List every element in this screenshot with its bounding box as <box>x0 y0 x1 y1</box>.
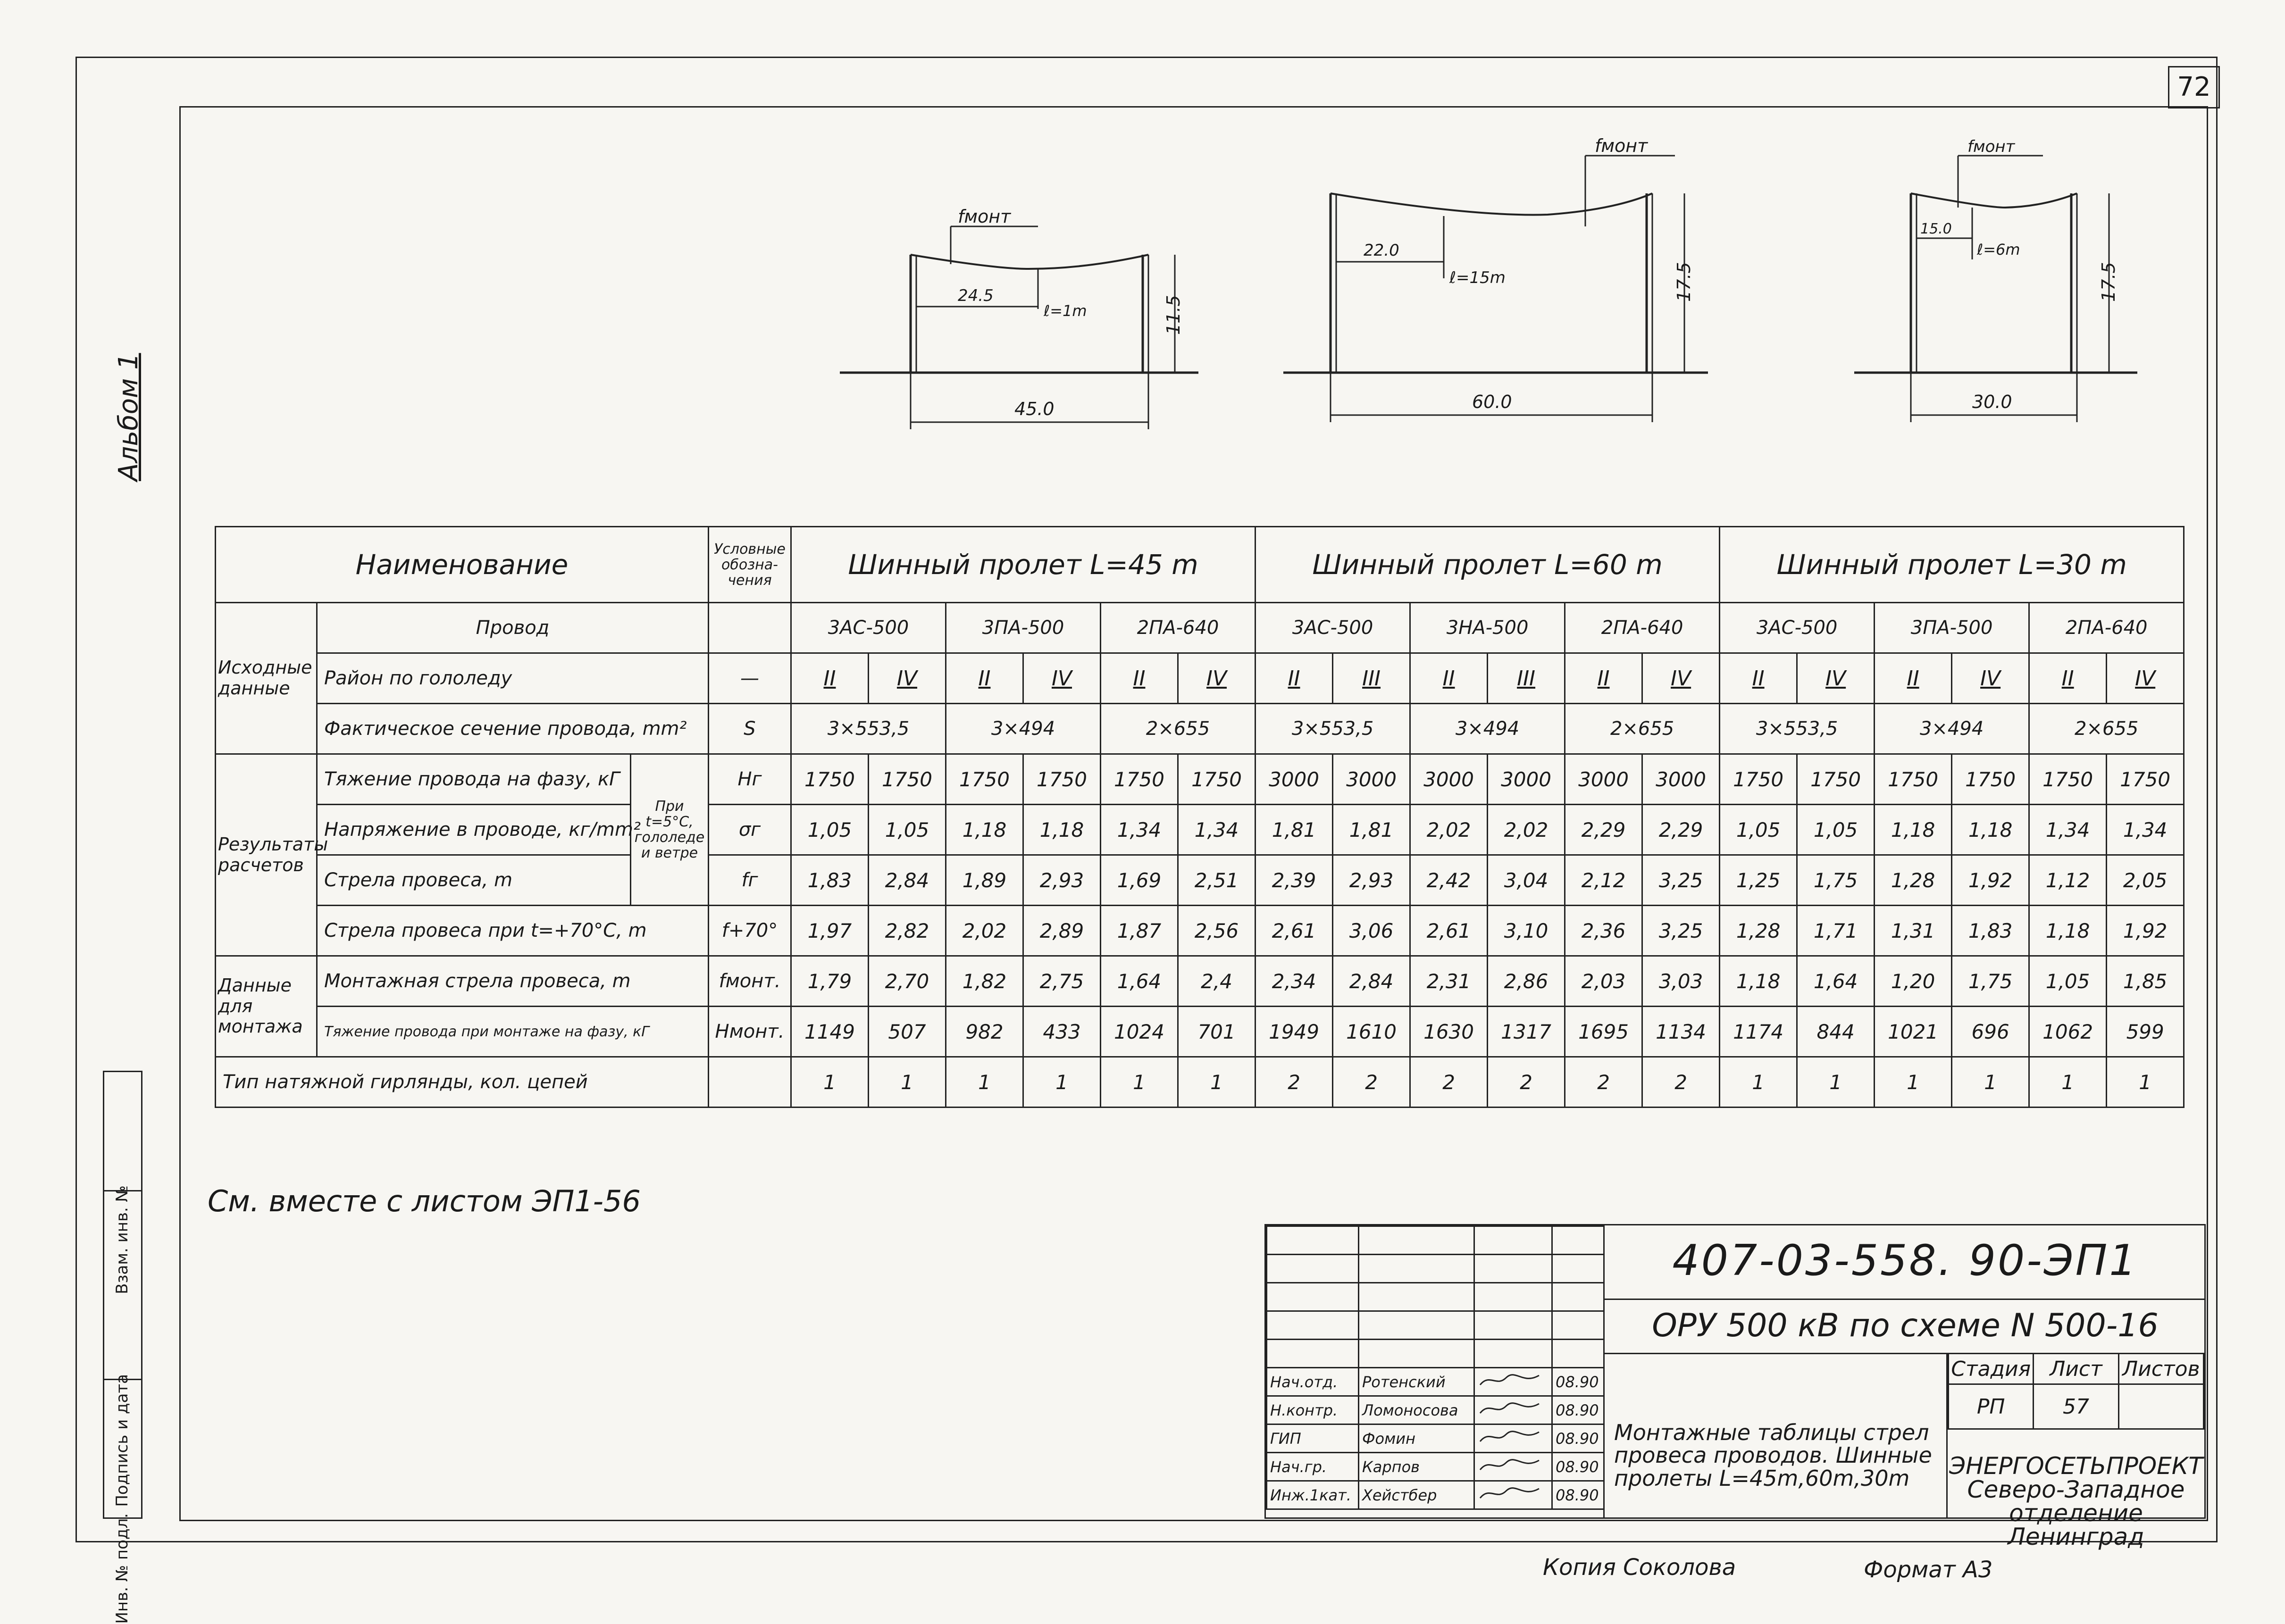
value-cell: 1,34 <box>1101 805 1178 855</box>
span-label-60: 60.0 <box>1472 391 1512 412</box>
l-label-30: ℓ=6m <box>1977 241 2020 258</box>
signer-role: Инж.1кат. <box>1267 1481 1359 1509</box>
row-label-sag-70: Стрела провеса при t=+70°С, m <box>317 906 709 956</box>
row-label-stress: Напряжение в проводе, кг/mm² <box>317 805 631 855</box>
value-cell: 2,12 <box>1565 855 1642 906</box>
signature-cell <box>1474 1396 1552 1424</box>
section-cell: 2×655 <box>1565 704 1720 754</box>
value-cell: 1949 <box>1255 1007 1333 1057</box>
offset-label-60: 22.0 <box>1364 241 1399 260</box>
value-cell: 1,18 <box>1023 805 1101 855</box>
f-install-label-30: fмонт <box>1967 137 2015 156</box>
value-cell: 1,92 <box>1952 855 2029 906</box>
stamp-label-signature: Подпись и дата <box>113 1374 132 1507</box>
span-scheme-45 <box>840 198 1208 439</box>
value-cell: 1,20 <box>1875 956 1952 1007</box>
l-label-45: ℓ=1m <box>1044 302 1087 320</box>
value-cell: 1750 <box>869 754 946 805</box>
value-cell: 1750 <box>1178 754 1255 805</box>
wire-type-cell: 3НА-500 <box>1410 603 1565 653</box>
value-cell: 2 <box>1488 1057 1565 1108</box>
value-cell: 1,05 <box>2029 956 2107 1007</box>
value-cell: 1750 <box>1797 754 1875 805</box>
title-block <box>1264 1224 2206 1550</box>
value-cell: 1 <box>1797 1057 1875 1108</box>
ice-region-cell: IV <box>1797 653 1875 704</box>
ice-region-cell: IV <box>1178 653 1255 704</box>
section-cell: 3×553,5 <box>1255 704 1410 754</box>
value-cell: 2,93 <box>1333 855 1410 906</box>
value-cell: 1317 <box>1488 1007 1565 1057</box>
value-cell: 1,89 <box>946 855 1023 906</box>
wire-type-cell: 3АС-500 <box>1720 603 1875 653</box>
value-cell: 1 <box>1875 1057 1952 1108</box>
ice-region-cell: II <box>1410 653 1488 704</box>
section-cell: 2×655 <box>1101 704 1255 754</box>
section-label: Фактическое сечение провода, mm² <box>317 704 709 754</box>
value-cell: 2,05 <box>2107 855 2184 906</box>
span-label-45: 45.0 <box>1014 399 1055 419</box>
signer-date: 08.90 <box>1552 1368 1604 1396</box>
value-cell: 1,34 <box>2107 805 2184 855</box>
value-cell: 2 <box>1642 1057 1720 1108</box>
row-symbol-insulator <box>709 1057 791 1108</box>
value-cell: 2,75 <box>1023 956 1101 1007</box>
sheets-value <box>2118 1384 2203 1429</box>
value-cell: 1,18 <box>1720 956 1797 1007</box>
value-cell: 2,39 <box>1255 855 1333 906</box>
stamp-label-original-inv: Инв. № подл. <box>113 1513 132 1624</box>
signature-cell <box>1474 1481 1552 1509</box>
value-cell: 1,31 <box>1875 906 1952 956</box>
value-cell: 507 <box>869 1007 946 1057</box>
signer-role: Нач.гр. <box>1267 1453 1359 1481</box>
value-cell: 1630 <box>1410 1007 1488 1057</box>
value-cell: 1,69 <box>1101 855 1178 906</box>
value-cell: 1,05 <box>869 805 946 855</box>
value-cell: 1750 <box>1875 754 1952 805</box>
format-label: Формат А3 <box>1864 1557 1993 1583</box>
f-install-label-60: fмонт <box>1595 135 1648 156</box>
wire-type-cell: 3ПА-500 <box>1875 603 2029 653</box>
ice-region-cell: III <box>1333 653 1410 704</box>
sheet-number: 72 <box>2168 66 2220 108</box>
value-cell: 1750 <box>791 754 869 805</box>
value-cell: 1,82 <box>946 956 1023 1007</box>
signer-name: Хейстбер <box>1359 1481 1474 1509</box>
group-install: Данные для монтажа <box>216 956 317 1057</box>
signer-name: Фомин <box>1359 1424 1474 1453</box>
value-cell: 1 <box>1178 1057 1255 1108</box>
value-cell: 1 <box>946 1057 1023 1108</box>
offset-label-45: 24.5 <box>958 286 994 305</box>
value-cell: 3000 <box>1642 754 1720 805</box>
ice-region-cell: II <box>1255 653 1333 704</box>
value-cell: 1,12 <box>2029 855 2107 906</box>
value-cell: 2 <box>1333 1057 1410 1108</box>
value-cell: 2,70 <box>869 956 946 1007</box>
value-cell: 1021 <box>1875 1007 1952 1057</box>
value-cell: 3000 <box>1410 754 1488 805</box>
row-symbol-install-sag: fмонт. <box>709 956 791 1007</box>
section-cell: 3×553,5 <box>791 704 946 754</box>
signer-name: Ломоносова <box>1359 1396 1474 1424</box>
value-cell: 1,81 <box>1333 805 1410 855</box>
group-initial-data: Исходные данные <box>216 603 317 754</box>
ice-region-cell: II <box>1875 653 1952 704</box>
condition-label: При t=5°С, гололеде и ветре <box>631 754 709 906</box>
sheet-value: 57 <box>2034 1384 2118 1429</box>
span-scheme-60 <box>1283 137 1722 439</box>
value-cell: 1,79 <box>791 956 869 1007</box>
value-cell: 2,02 <box>946 906 1023 956</box>
ice-region-cell: II <box>791 653 869 704</box>
wire-type-cell: 3ПА-500 <box>946 603 1101 653</box>
value-cell: 1695 <box>1565 1007 1642 1057</box>
value-cell: 1,75 <box>1797 855 1875 906</box>
value-cell: 844 <box>1797 1007 1875 1057</box>
value-cell: 2,56 <box>1178 906 1255 956</box>
value-cell: 2,4 <box>1178 956 1255 1007</box>
value-cell: 1 <box>1101 1057 1178 1108</box>
value-cell: 1 <box>1952 1057 2029 1108</box>
span-label-30: 30.0 <box>1972 391 2012 412</box>
ice-region-cell: IV <box>2107 653 2184 704</box>
ice-region-cell: IV <box>1952 653 2029 704</box>
row-symbol-stress: σг <box>709 805 791 855</box>
wire-label: Провод <box>317 603 709 653</box>
signature-cell <box>1474 1453 1552 1481</box>
ice-region-cell: II <box>1565 653 1642 704</box>
ice-region-cell: II <box>1101 653 1178 704</box>
signature-cell <box>1474 1424 1552 1453</box>
height-label-60: 17.5 <box>1674 262 1694 302</box>
value-cell: 1750 <box>1023 754 1101 805</box>
value-cell: 1,64 <box>1797 956 1875 1007</box>
offset-label-30: 15.0 <box>1920 221 1952 237</box>
stage-head: Стадия <box>1949 1354 2034 1384</box>
value-cell: 1024 <box>1101 1007 1178 1057</box>
wire-symbol <box>709 603 791 653</box>
value-cell: 1,05 <box>791 805 869 855</box>
row-symbol-tension: Hг <box>709 754 791 805</box>
value-cell: 1,92 <box>2107 906 2184 956</box>
stage-grid <box>1948 1353 2204 1430</box>
value-cell: 1,18 <box>946 805 1023 855</box>
value-cell: 1750 <box>1101 754 1178 805</box>
value-cell: 1750 <box>946 754 1023 805</box>
value-cell: 3,25 <box>1642 855 1720 906</box>
section-cell: 3×494 <box>946 704 1101 754</box>
signer-date: 08.90 <box>1552 1453 1604 1481</box>
value-cell: 2,84 <box>1333 956 1410 1007</box>
value-cell: 2,86 <box>1488 956 1565 1007</box>
row-symbol-sag-70: f+70° <box>709 906 791 956</box>
ice-region-cell: IV <box>1023 653 1101 704</box>
row-symbol-install-tension: Hмонт. <box>709 1007 791 1057</box>
wire-type-cell: 3АС-500 <box>1255 603 1410 653</box>
value-cell: 1,85 <box>2107 956 2184 1007</box>
group-results: Результаты расчетов <box>216 754 317 956</box>
value-cell: 1,71 <box>1797 906 1875 956</box>
wire-type-cell: 3АС-500 <box>791 603 946 653</box>
value-cell: 1062 <box>2029 1007 2107 1057</box>
signer-date: 08.90 <box>1552 1481 1604 1509</box>
header-name: Наименование <box>216 527 709 603</box>
wire-type-cell: 2ПА-640 <box>1565 603 1720 653</box>
stage-value: РП <box>1949 1384 2034 1429</box>
value-cell: 1174 <box>1720 1007 1797 1057</box>
value-cell: 3,25 <box>1642 906 1720 956</box>
value-cell: 599 <box>2107 1007 2184 1057</box>
value-cell: 982 <box>946 1007 1023 1057</box>
value-cell: 2,51 <box>1178 855 1255 906</box>
value-cell: 1 <box>791 1057 869 1108</box>
value-cell: 2,82 <box>869 906 946 956</box>
value-cell: 2,36 <box>1565 906 1642 956</box>
value-cell: 1,83 <box>791 855 869 906</box>
value-cell: 1750 <box>1952 754 2029 805</box>
value-cell: 2,42 <box>1410 855 1488 906</box>
organization-name: ЭНЕРГОСЕТЬПРОЕКТ Северо-Западное отделение Ленинград <box>1949 1452 2203 1550</box>
signer-date: 08.90 <box>1552 1396 1604 1424</box>
value-cell: 2,93 <box>1023 855 1101 906</box>
value-cell: 1,81 <box>1255 805 1333 855</box>
copy-label: Копия Соколова <box>1543 1554 1736 1581</box>
span-scheme-30 <box>1854 137 2156 439</box>
height-label-30: 17.5 <box>2098 262 2119 302</box>
value-cell: 1,18 <box>1952 805 2029 855</box>
value-cell: 1,05 <box>1797 805 1875 855</box>
ice-region-cell: II <box>1720 653 1797 704</box>
wire-type-cell: 2ПА-640 <box>1101 603 1255 653</box>
value-cell: 3000 <box>1565 754 1642 805</box>
ice-region-cell: II <box>2029 653 2107 704</box>
signer-role: Н.контр. <box>1267 1396 1359 1424</box>
span-header-30: Шинный пролет L=30 m <box>1720 527 2184 603</box>
section-symbol: S <box>709 704 791 754</box>
ice-region-cell: II <box>946 653 1023 704</box>
span-header-60: Шинный пролет L=60 m <box>1255 527 1720 603</box>
row-label-tension: Тяжение провода на фазу, кГ <box>317 754 631 805</box>
signature-cell <box>1474 1368 1552 1396</box>
height-label-45: 11.5 <box>1163 295 1184 335</box>
value-cell: 1,83 <box>1952 906 2029 956</box>
row-label-install-tension: Тяжение провода при монтаже на фазу, кГ <box>317 1007 709 1057</box>
stamp-strip <box>103 1071 142 1624</box>
document-object: ОРУ 500 кВ по схеме N 500-16 <box>1603 1299 2206 1354</box>
row-label-insulator: Тип натяжной гирлянды, кол. цепей <box>216 1057 709 1108</box>
value-cell: 1149 <box>791 1007 869 1057</box>
signature-grid <box>1266 1225 1605 1510</box>
signer-role: ГИП <box>1267 1424 1359 1453</box>
value-cell: 2,29 <box>1642 805 1720 855</box>
value-cell: 3,10 <box>1488 906 1565 956</box>
value-cell: 2,61 <box>1410 906 1488 956</box>
value-cell: 2 <box>1255 1057 1333 1108</box>
ice-region-symbol: — <box>709 653 791 704</box>
ice-region-cell: IV <box>1642 653 1720 704</box>
value-cell: 1750 <box>2107 754 2184 805</box>
note-see-also: См. вместе с листом ЭП1-56 <box>208 1184 641 1218</box>
section-cell: 3×553,5 <box>1720 704 1875 754</box>
section-cell: 2×655 <box>2029 704 2184 754</box>
l-label-60: ℓ=15m <box>1449 268 1506 287</box>
value-cell: 2,02 <box>1488 805 1565 855</box>
value-cell: 2,89 <box>1023 906 1101 956</box>
value-cell: 1 <box>2107 1057 2184 1108</box>
stamp-label-replaced-inv: Взам. инв. № <box>113 1185 132 1294</box>
ice-region-cell: IV <box>869 653 946 704</box>
value-cell: 3000 <box>1255 754 1333 805</box>
value-cell: 1,34 <box>2029 805 2107 855</box>
value-cell: 1,87 <box>1101 906 1178 956</box>
value-cell: 3,04 <box>1488 855 1565 906</box>
value-cell: 1,05 <box>1720 805 1797 855</box>
ice-region-cell: III <box>1488 653 1565 704</box>
value-cell: 2,29 <box>1565 805 1642 855</box>
row-label-sag: Стрела провеса, m <box>317 855 631 906</box>
row-symbol-sag: fг <box>709 855 791 906</box>
value-cell: 1,18 <box>2029 906 2107 956</box>
value-cell: 433 <box>1023 1007 1101 1057</box>
value-cell: 2 <box>1410 1057 1488 1108</box>
signer-name: Ротенский <box>1359 1368 1474 1396</box>
value-cell: 2,84 <box>869 855 946 906</box>
stamp-cell-replaced-inv <box>104 1072 141 1294</box>
value-cell: 2,34 <box>1255 956 1333 1007</box>
ice-region-label: Район по гололеду <box>317 653 709 704</box>
row-label-install-sag: Монтажная стрела провеса, m <box>317 956 709 1007</box>
value-cell: 3,03 <box>1642 956 1720 1007</box>
signer-role: Нач.отд. <box>1267 1368 1359 1396</box>
value-cell: 1750 <box>2029 754 2107 805</box>
value-cell: 2,31 <box>1410 956 1488 1007</box>
f-install-label-45: fмонт <box>958 206 1011 227</box>
value-cell: 1,34 <box>1178 805 1255 855</box>
value-cell: 1,28 <box>1875 855 1952 906</box>
signer-date: 08.90 <box>1552 1424 1604 1453</box>
value-cell: 1,18 <box>1875 805 1952 855</box>
value-cell: 1 <box>1720 1057 1797 1108</box>
document-code: 407-03-558. 90-ЭП1 <box>1603 1225 2206 1300</box>
value-cell: 1 <box>869 1057 946 1108</box>
value-cell: 1,28 <box>1720 906 1797 956</box>
value-cell: 701 <box>1178 1007 1255 1057</box>
wire-type-cell: 2ПА-640 <box>2029 603 2184 653</box>
span-header-45: Шинный пролет L=45 m <box>791 527 1255 603</box>
value-cell: 1,64 <box>1101 956 1178 1007</box>
section-cell: 3×494 <box>1875 704 2029 754</box>
value-cell: 1,25 <box>1720 855 1797 906</box>
sheets-head: Листов <box>2118 1354 2203 1384</box>
value-cell: 2,02 <box>1410 805 1488 855</box>
sag-table <box>215 526 2185 1108</box>
value-cell: 3000 <box>1333 754 1410 805</box>
section-cell: 3×494 <box>1410 704 1565 754</box>
value-cell: 1 <box>2029 1057 2107 1108</box>
stamp-cell-signature <box>104 1190 141 1507</box>
album-label: Альбом 1 <box>113 353 144 481</box>
value-cell: 3,06 <box>1333 906 1410 956</box>
value-cell: 696 <box>1952 1007 2029 1057</box>
sheet-head: Лист <box>2034 1354 2118 1384</box>
value-cell: 1,75 <box>1952 956 2029 1007</box>
value-cell: 1,97 <box>791 906 869 956</box>
stamp-cell-original-inv <box>104 1379 141 1624</box>
value-cell: 2 <box>1565 1057 1642 1108</box>
value-cell: 1750 <box>1720 754 1797 805</box>
value-cell: 2,03 <box>1565 956 1642 1007</box>
header-symbol: Условные обозна- чения <box>709 527 791 603</box>
sheet-title: Монтажные таблицы стрел провеса проводов. Шинные пролеты L=45m,60m,30m <box>1603 1353 1948 1517</box>
value-cell: 3000 <box>1488 754 1565 805</box>
signer-name: Карпов <box>1359 1453 1474 1481</box>
value-cell: 1 <box>1023 1057 1101 1108</box>
value-cell: 1134 <box>1642 1007 1720 1057</box>
value-cell: 1610 <box>1333 1007 1410 1057</box>
value-cell: 2,61 <box>1255 906 1333 956</box>
